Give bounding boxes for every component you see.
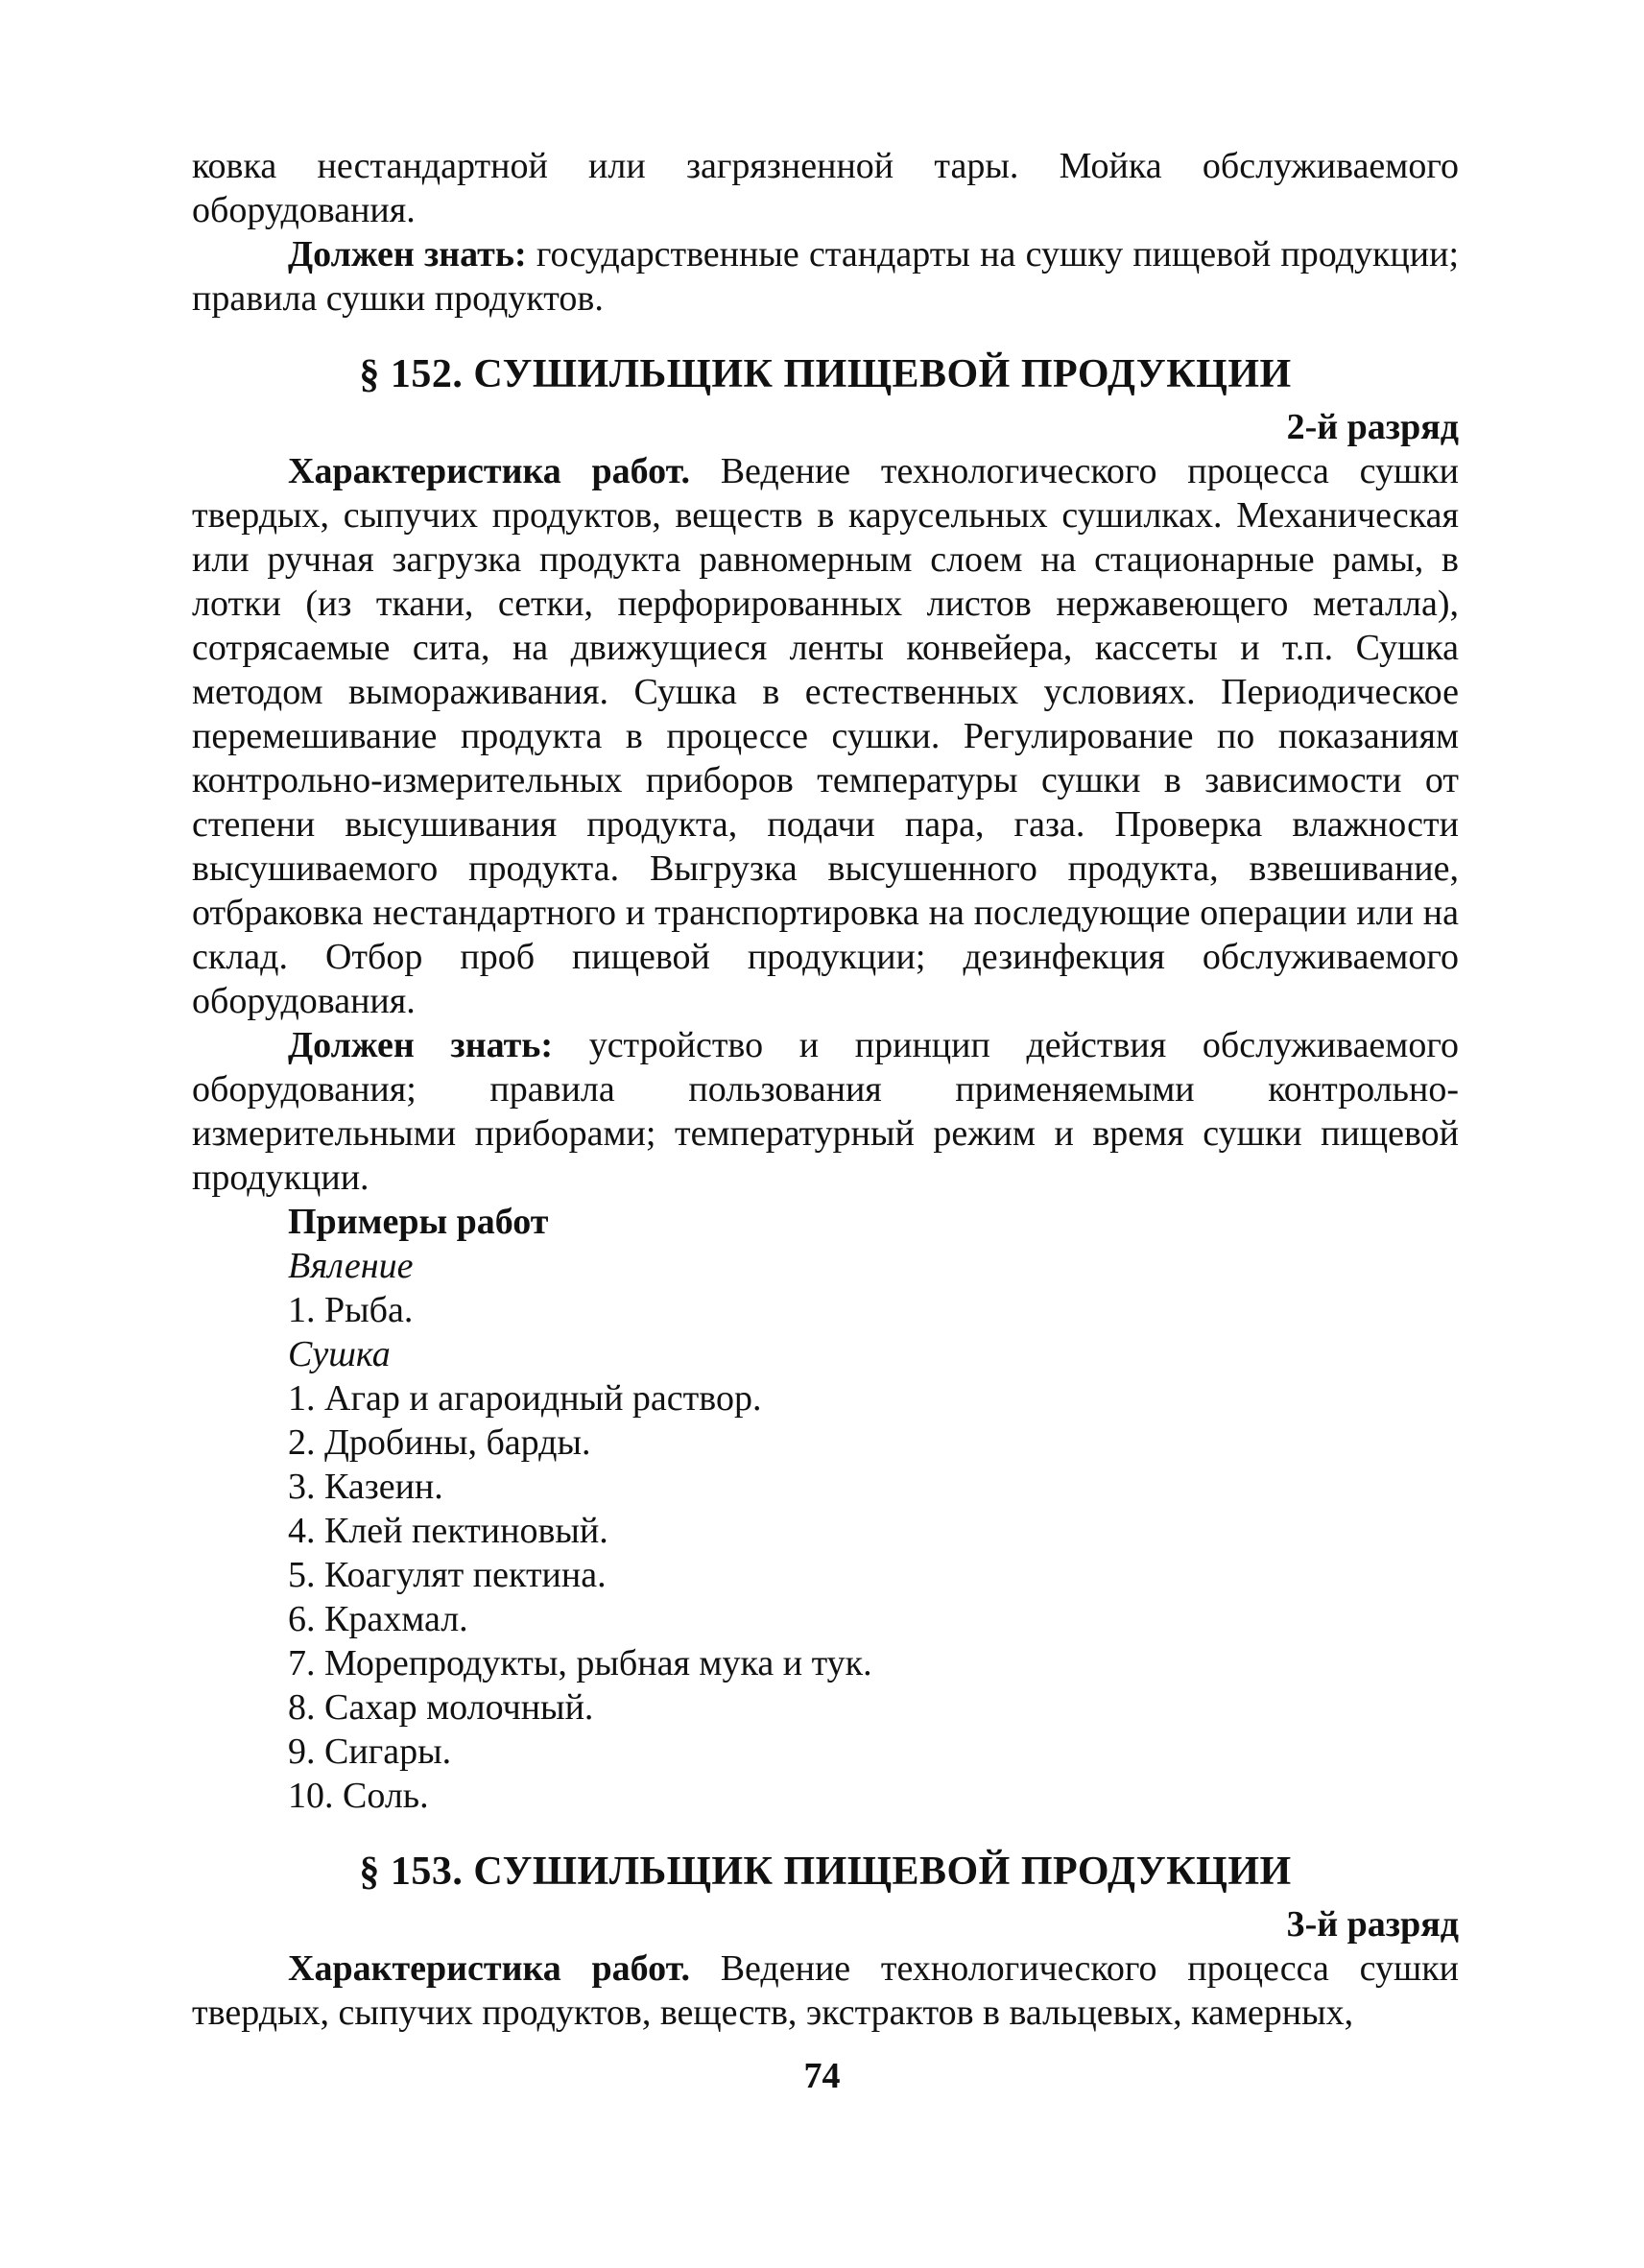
section-152-grade: 2-й разряд (1286, 407, 1459, 447)
knowledge-label: Должен знать: (288, 234, 527, 275)
examples-category-drying: Сушка (288, 1334, 391, 1374)
section-152-characteristics (192, 449, 1459, 1023)
intro-knowledge-paragraph (192, 232, 1459, 321)
list-item: 6. Крахмал. (288, 1599, 468, 1639)
examples-list-1 (288, 1288, 1459, 1332)
examples-block (192, 1200, 1459, 1818)
examples-category-drying-fish: Вяление (288, 1246, 414, 1286)
list-item: 1. Рыба. (288, 1290, 414, 1330)
section-153-characteristics (192, 1946, 1459, 2035)
list-item: 4. Клей пектиновый. (288, 1511, 608, 1551)
characteristics-text: Ведение технологического процесса сушки твердых, сыпучих продуктов, веществ, экстрактов в вальцевых, камерных, (192, 1948, 1460, 2033)
characteristics-label: Характеристика работ. (288, 451, 690, 491)
knowledge-text: устройство и принцип действия обслуживаемого оборудования; правила пользования применяемыми контрольно-измерительными приборами; температурный режим и время сушки пищевой продукции. (192, 1025, 1459, 1198)
intro-paragraph: ковка нестандартной или загрязненной тары. Мойка обслуживаемого оборудования. (192, 146, 1459, 230)
section-152-title: § 152. СУШИЛЬЩИК ПИЩЕВОЙ ПРОДУКЦИИ (359, 352, 1292, 396)
section-153-grade: 3-й разряд (1286, 1904, 1459, 1945)
list-item: 1. Агар и агароидный раствор. (288, 1378, 762, 1419)
list-item: 2. Дробины, барды. (288, 1422, 591, 1463)
examples-list-2 (288, 1376, 1459, 1818)
knowledge-text: государственные стандарты на сушку пищевой продукции; правила сушки продуктов. (192, 234, 1459, 319)
examples-heading: Примеры работ (288, 1202, 549, 1242)
section-152-knowledge (192, 1023, 1459, 1200)
list-item: 7. Морепродукты, рыбная мука и тук. (288, 1643, 872, 1683)
section-153-title: § 153. СУШИЛЬЩИК ПИЩЕВОЙ ПРОДУКЦИИ (359, 1850, 1292, 1894)
list-item: 9. Сигары. (288, 1731, 452, 1772)
list-item: 3. Казеин. (288, 1467, 443, 1507)
characteristics-text: Ведение технологического процесса сушки твердых, сыпучих продуктов, веществ в карусельных сушилках. Механическая или ручная загрузка продукта равномерным слоем на стационарные рамы, в лотки (из ткани, сетки, перфорированных листов нержавеющего металла), сотрясаемые сита, на движущиеся ленты конвейера, кассеты и т.п. Сушка методом вымораживания. Сушка в естественных условиях. Периодическое перемешивание продукта в процессе сушки. Регулирование по показаниям контрольно-измерительных приборов температуры сушки в зависимости от степени высушивания продукта, подачи пара, газа. Проверка влажности высушиваемого продукта. Выгрузка высушенного продукта, взвешивание, отбраковка нестандартного и транспортировка на последующие операции или на склад. Отбор проб пищевой продукции; дезинфекция обслуживаемого оборудования. (192, 451, 1460, 1021)
knowledge-label: Должен знать: (288, 1025, 554, 1065)
list-item: 8. Сахар молочный. (288, 1687, 594, 1728)
list-item: 10. Соль. (288, 1776, 429, 1816)
document-page (192, 144, 1459, 2035)
list-item: 5. Коагулят пектина. (288, 1555, 607, 1595)
characteristics-label: Характеристика работ. (288, 1948, 690, 1989)
page-number: 74 (803, 2056, 841, 2096)
